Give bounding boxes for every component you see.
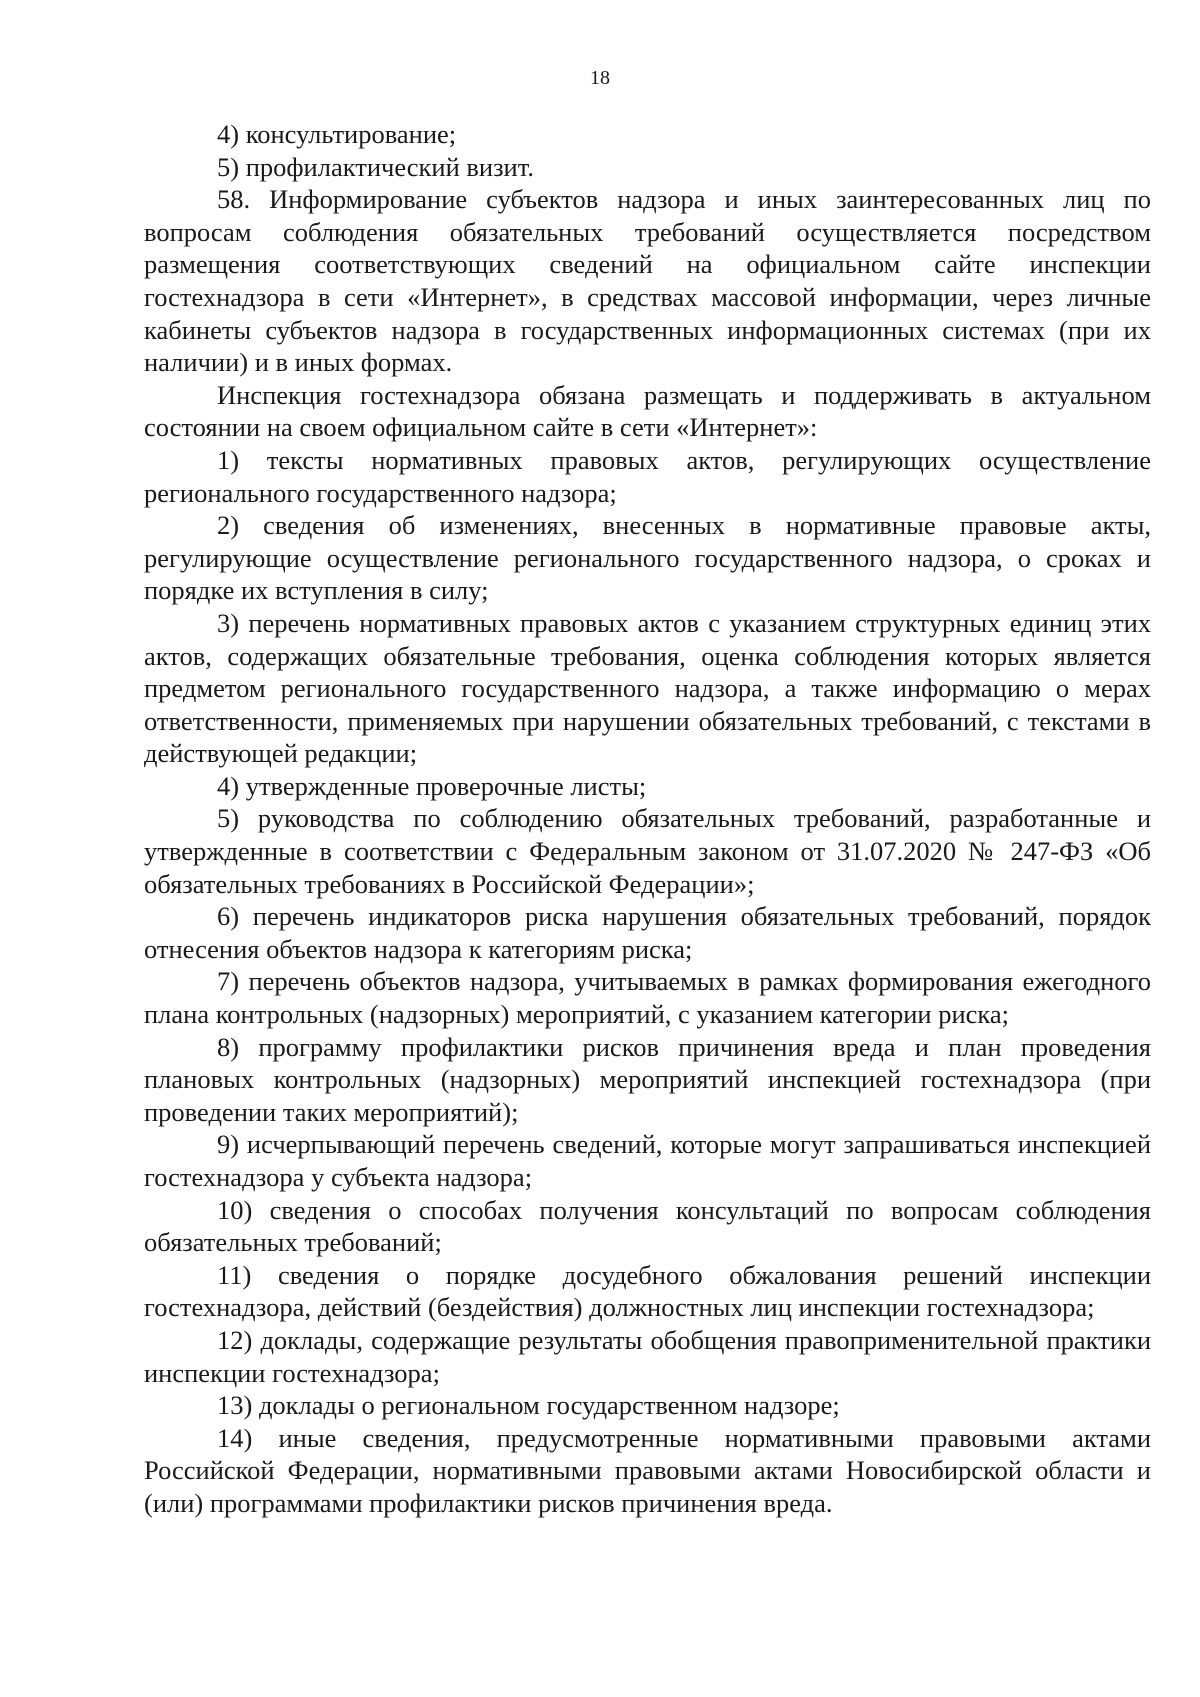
page-number: 18 [590, 67, 610, 89]
list-item-4: 4) утвержденные проверочные листы; [217, 770, 647, 801]
list-item-10: 10) сведения о способах получения консультаций по вопросам соблюдения обязательных требований; [144, 1194, 1151, 1258]
list-item-1: 1) тексты нормативных правовых актов, регулирующих осуществление регионального государственного надзора; [144, 444, 1151, 508]
list-item-3: 3) перечень нормативных правовых актов с указанием структурных единиц этих актов, содержащих обязательные требования, оценка соблюдения которых является предметом регионального государственного надзора, а также информацию о мерах ответственности, применяемых при нарушении обязательных требований, с текстами в действующей редакции; [144, 607, 1151, 769]
list-item-8: 8) программу профилактики рисков причинения вреда и план проведения плановых контрольных (надзорных) мероприятий инспекцией гостехнадзора (при проведении таких мероприятий); [144, 1031, 1151, 1127]
list-item-6: 6) перечень индикаторов риска нарушения обязательных требований, порядок отнесения объектов надзора к категориям риска; [144, 901, 1151, 964]
list-item-2: 2) сведения об изменениях, внесенных в нормативные правовые акты, регулирующие осуществление регионального государственного надзора, о сроках и порядке их вступления в силу; [144, 510, 1151, 606]
list-item-consulting: 4) консультирование; [217, 119, 457, 149]
list-item-14: 14) иные сведения, предусмотренные нормативными правовыми актами Российской Федерации, нормативными правовыми актами Новосибирской области и (или) программами профилактики рисков причинения вреда. [144, 1422, 1151, 1518]
list-item-preventive-visit: 5) профилактический визит. [217, 151, 534, 182]
list-item-7: 7) перечень объектов надзора, учитываемых в рамках формирования ежегодного плана контрольных (надзорных) мероприятий, с указанием категории риска; [144, 966, 1151, 1030]
clause-58-intro: Инспекция гостехнадзора обязана размещать и поддерживать в актуальном состоянии на своем официальном сайте в сети «Интернет»: [144, 379, 1151, 443]
document-body [144, 118, 1151, 1520]
clause-58: 58. Информирование субъектов надзора и иных заинтересованных лиц по вопросам соблюдения обязательных требований осуществляется посредством размещения соответствующих сведений на официальном сайте инспекции гостехнадзора в сети «Интернет», в средствах массовой информации, через личные кабинеты субъектов надзора в государственных информационных системах (при их наличии) и в иных формах. [144, 184, 1151, 378]
list-item-13: 13) доклады о региональном государственном надзоре; [217, 1390, 840, 1421]
list-item-5: 5) руководства по соблюдению обязательных требований, разработанные и утвержденные в соответствии с Федеральным законом от 31.07.2020 № 247-ФЗ «Об обязательных требованиях в Российской Федерации»; [144, 803, 1151, 899]
list-item-11: 11) сведения о порядке досудебного обжалования решений инспекции гостехнадзора, действий (бездействия) должностных лиц инспекции гостехнадзора; [144, 1259, 1151, 1323]
list-item-9: 9) исчерпывающий перечень сведений, которые могут запрашиваться инспекцией гостехнадзора у субъекта надзора; [144, 1129, 1151, 1192]
list-item-12: 12) доклады, содержащие результаты обобщения правоприменительной практики инспекции гостехнадзора; [144, 1324, 1151, 1388]
